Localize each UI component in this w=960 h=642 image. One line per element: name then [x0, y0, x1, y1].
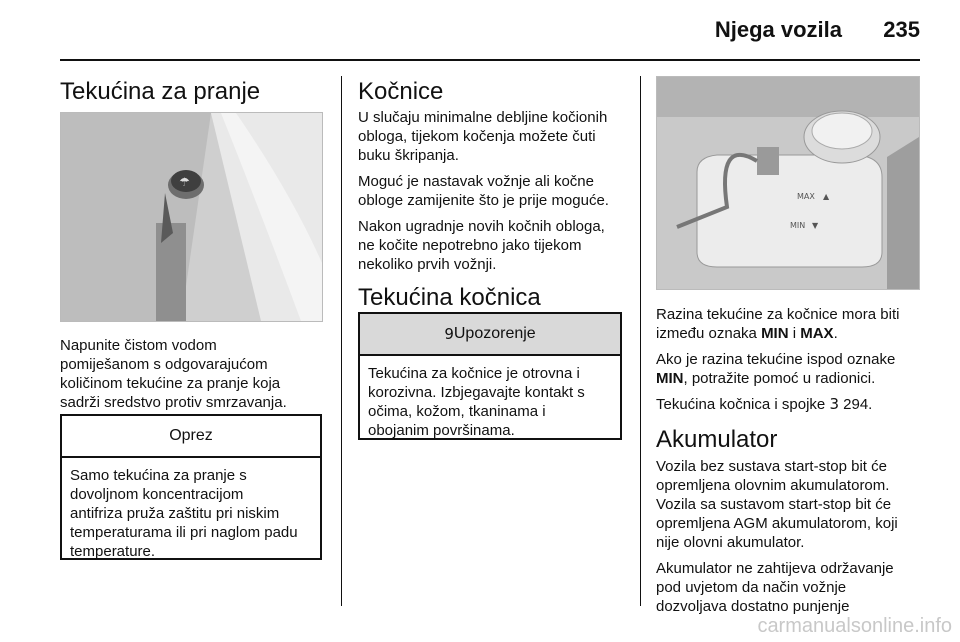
min-label-2: MIN	[656, 370, 684, 387]
level-text-between: između oznaka	[656, 325, 762, 342]
brakes-p2-line-2: obloge zamijenite što je prije moguće.	[358, 192, 609, 209]
page-number: 235	[883, 17, 920, 42]
brakes-p1-line-2: obloga, tijekom kočenja možete čuti	[358, 128, 596, 145]
caution-line-3: antifriza pruža zaštitu pri niskim	[70, 505, 280, 522]
caution-title: Oprez	[62, 416, 320, 458]
warning-title: Upozorenje	[453, 325, 536, 342]
washer-line-2: pomiješanom s odgovarajućom	[60, 356, 268, 373]
warning-line-3: očima, kožom, tkaninama i	[368, 403, 546, 420]
warning-header	[360, 314, 620, 356]
low-level-text: , potražite pomoć u radionici.	[683, 370, 876, 387]
caution-line-4: temperaturama ili pri naglom padu	[70, 524, 298, 541]
svg-text:▼: ▼	[812, 221, 819, 230]
brakes-p3-line-1: Nakon ugradnje novih kočnih obloga,	[358, 218, 605, 235]
brakes-p2-line-1: Moguć je nastavak vožnje ali kočne	[358, 173, 594, 190]
battery-p1-line-2: opremljena olovnim akumulatorom.	[656, 477, 890, 494]
battery-p2-line-2: pod uvjetom da način vožnje	[656, 579, 847, 596]
brakes-p3-line-3: nekoliko prvih vožnji.	[358, 256, 497, 273]
brake-fluid-heading: Tekućina kočnica	[358, 284, 541, 311]
brakes-text	[358, 108, 633, 274]
warning-line-4: obojanim površinama.	[368, 422, 515, 439]
svg-text:☂: ☂	[179, 175, 190, 189]
level-line-1: Razina tekućine za kočnice mora biti	[656, 306, 900, 323]
warning-icon: 9	[444, 325, 454, 343]
warning-box	[358, 312, 622, 440]
cross-reference[interactable]	[656, 395, 931, 414]
washer-reservoir-photo	[60, 112, 323, 322]
level-line-2	[656, 324, 931, 343]
battery-p1-line-1: Vozila bez sustava start-stop bit će	[656, 458, 887, 475]
cross-reference-page: 294.	[838, 396, 873, 413]
caution-line-5: temperature.	[70, 543, 156, 560]
low-level-line-1: Ako je razina tekućine ispod oznake	[656, 351, 896, 368]
brakes-p3-line-2: ne kočite nepotrebno jako tijekom	[358, 237, 582, 254]
brake-reservoir-illustration	[657, 77, 919, 289]
caution-body	[62, 458, 320, 569]
warning-line-2: korozivna. Izbjegavajte kontakt s	[368, 384, 585, 401]
warning-body	[360, 356, 620, 448]
battery-p1-line-4: opremljena AGM akumulatorom, koji	[656, 515, 898, 532]
battery-p2-line-1: Akumulator ne zahtijeva održavanje	[656, 560, 894, 577]
level-text-and: i	[788, 325, 801, 342]
washer-fluid-heading: Tekućina za pranje	[60, 78, 261, 105]
washer-fluid-text	[60, 336, 330, 412]
brakes-p1-line-1: U slučaju minimalne debljine kočionih	[358, 109, 608, 126]
max-mark-label: MAX	[797, 192, 815, 201]
warning-line-1: Tekućina za kočnice je otrovna i	[368, 365, 580, 382]
brakes-p1-line-3: buku škripanja.	[358, 147, 459, 164]
header-rule	[60, 59, 920, 61]
brakes-heading: Kočnice	[358, 78, 444, 105]
running-header-title: Njega vozila	[714, 17, 842, 42]
level-text-period: .	[833, 325, 838, 342]
brake-fluid-text	[656, 305, 931, 414]
battery-p1-line-5: nije olovni akumulator.	[656, 534, 805, 551]
column-divider-1	[341, 76, 342, 606]
battery-text	[656, 457, 931, 616]
washer-reservoir-illustration	[61, 113, 322, 321]
caution-line-1: Samo tekućina za pranje s	[70, 467, 247, 484]
brake-reservoir-photo	[656, 76, 920, 290]
page-ref-icon: 3	[829, 395, 839, 413]
caution-box	[60, 414, 322, 560]
low-level-line-2	[656, 369, 931, 388]
battery-heading: Akumulator	[656, 426, 778, 453]
battery-p1-line-3: Vozila sa sustavom start-stop bit će	[656, 496, 892, 513]
washer-line-4: sadrži sredstvo protiv smrzavanja.	[60, 394, 287, 411]
washer-line-3: količinom tekućine za pranje koja	[60, 375, 281, 392]
svg-text:▲: ▲	[823, 192, 830, 201]
min-mark-label: MIN	[790, 221, 806, 230]
watermark: carmanualsonline.info	[757, 615, 952, 637]
cross-reference-text: Tekućina kočnica i spojke	[656, 396, 830, 413]
caution-line-2: dovoljnom koncentracijom	[70, 486, 244, 503]
washer-line-1: Napunite čistom vodom	[60, 337, 217, 354]
max-label: MAX	[800, 325, 834, 342]
min-label: MIN	[761, 325, 789, 342]
column-divider-2	[640, 76, 641, 606]
battery-p2-line-3: dozvoljava dostatno punjenje	[656, 598, 850, 615]
